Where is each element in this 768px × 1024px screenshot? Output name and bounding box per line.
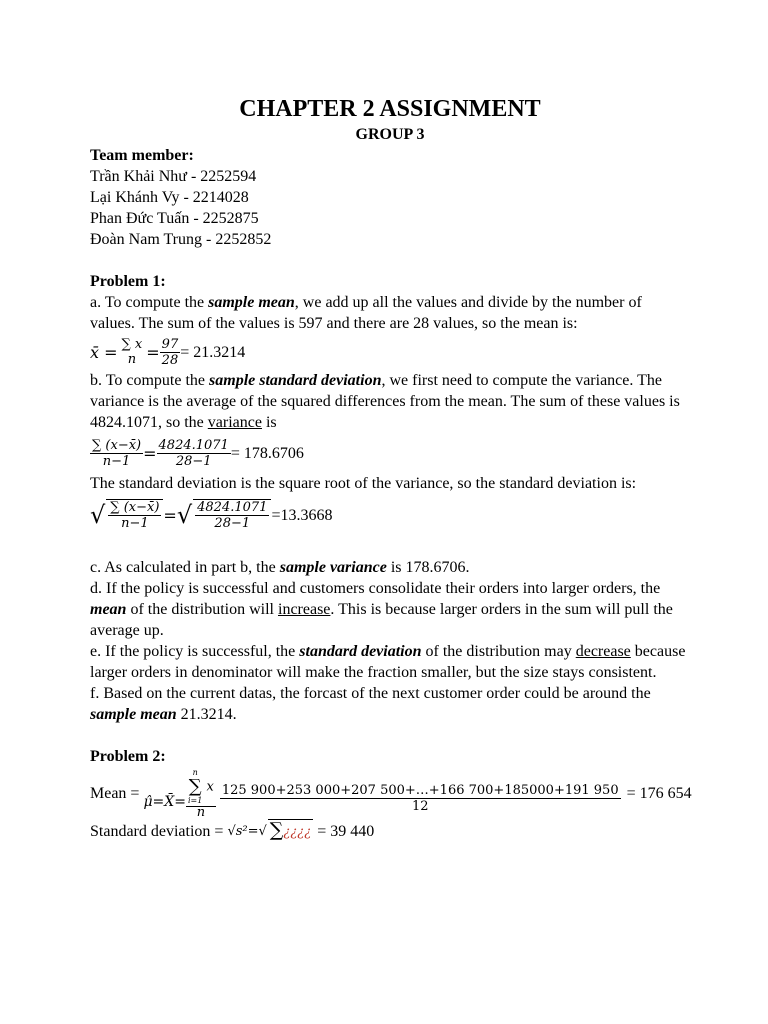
- problem-1-part-f: f. Based on the current datas, the forcast of the next customer order could be around the sample mean 21.3214.: [90, 685, 651, 723]
- team-member: Đoàn Nam Trung - 2252852: [90, 231, 272, 248]
- problem-2-mean-formula: Mean = μ̂=X̄= n ∑ i=1 x n $\frac{125 900+253 000+207 500+\dots+166 700+185000+191 950}{12}$ = 176 654: [90, 767, 692, 820]
- problem-2-std-dev: Standard deviation = √s²=√ ∑¿¿¿¿ = 39 440: [90, 819, 375, 841]
- team-member: Lại Khánh Vy - 2214028: [90, 189, 249, 206]
- variance-formula: $\frac{\sum (x-x̄)}{n-1}$ = $\frac{4824.1071}{28-1}$ = 178.6706: [92, 437, 304, 469]
- problem-1-part-b: b. To compute the sample standard deviation, we first need to compute the variance. The variance is the average of the squared differences from the mean. The sum of these values is 4824.1071, so the variance is: [90, 372, 680, 431]
- document-subtitle: GROUP 3: [355, 126, 425, 143]
- team-member: Trần Khải Như - 2252594: [90, 168, 257, 185]
- problem-2-heading: Problem 2:: [90, 748, 166, 765]
- document-page: [90, 94, 690, 843]
- sample-mean-formula: x̄ = ∑ x n = $\frac{97}{28}$ = 21.3214: [90, 336, 246, 368]
- std-dev-text: The standard deviation is the square root of the variance, so the standard deviation is:: [90, 475, 637, 492]
- problem-1-heading: Problem 1:: [90, 273, 166, 290]
- team-member: Phan Đức Tuấn - 2252875: [90, 210, 259, 227]
- problem-1-part-c: c. As calculated in part b, the sample variance is 178.6706.: [90, 559, 470, 576]
- team-heading: Team member:: [90, 147, 194, 164]
- problem-1-part-d: d. If the policy is successful and customers consolidate their orders into larger orders, the mean of the distribution will increase. This is because larger orders in the sum will pull the average up.: [90, 580, 673, 639]
- std-dev-formula: √ $\frac{\sum (x-x̄)}{n-1}$ = √ $\frac{4824.1071}{28-1}$ =13.3668: [90, 500, 333, 531]
- problem-1-part-a: a. To compute the sample mean, we add up all the values and divide by the number of values. The sum of the values is 597 and there are 28 values, so the mean is:: [90, 294, 642, 332]
- problem-1-part-e: e. If the policy is successful, the standard deviation of the distribution may decrease because larger orders in denominator will make the fraction smaller, but the size stays consistent.: [90, 643, 686, 681]
- document-title: CHAPTER 2 ASSIGNMENT: [239, 96, 541, 122]
